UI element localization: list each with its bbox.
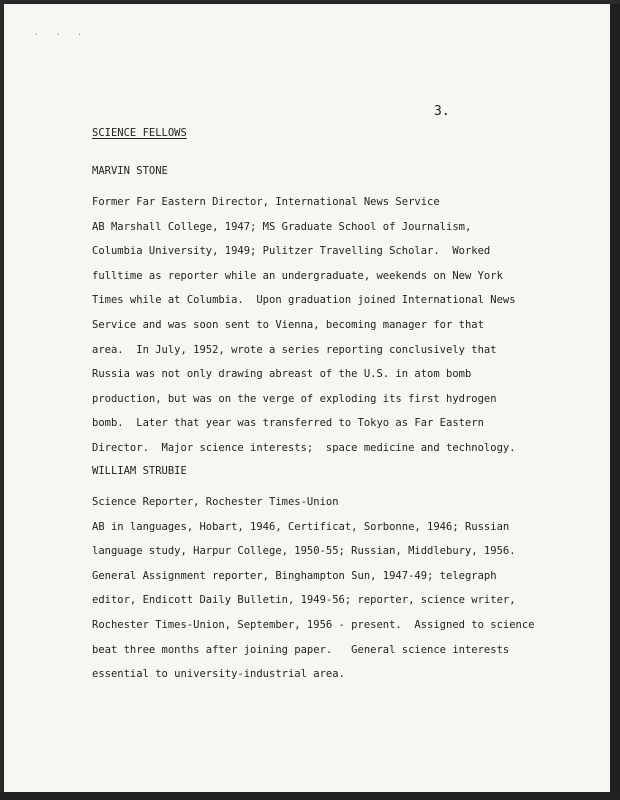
scan-border-right — [610, 4, 620, 800]
scan-border-bottom — [0, 792, 620, 800]
fellow-name: MARVIN STONE — [92, 165, 168, 177]
section-title: SCIENCE FELLOWS — [92, 127, 187, 139]
fellow-text-line: area. In July, 1952, wrote a series reporting conclusively that — [92, 343, 497, 356]
fellow-text-line: fulltime as reporter while an undergraduate, weekends on New York — [92, 269, 503, 282]
fellow-text-line: essential to university-industrial area. — [92, 668, 345, 681]
fellow-text-line: Columbia University, 1949; Pulitzer Travelling Scholar. Worked — [92, 245, 491, 258]
fellow-text-line: Director. Major science interests; space medicine and technology. — [92, 441, 516, 454]
fellow-entry-marvin-stone — [92, 164, 522, 461]
fellow-text-line: editor, Endicott Daily Bulletin, 1949-56; reporter, science writer, — [92, 594, 516, 607]
page-number: 3. — [434, 104, 450, 119]
fellow-text-line: Science Reporter, Rochester Times-Union — [92, 496, 339, 508]
fellow-text-line: Rochester Times-Union, September, 1956 - present. Assigned to science — [92, 618, 535, 631]
fellow-text-line: Times while at Columbia. Upon graduation joined International News — [92, 294, 516, 307]
fellow-text-line: General Assignment reporter, Binghampton Sun, 1947-49; telegraph — [92, 569, 497, 582]
fellow-text-line: beat three months after joining paper. General science interests — [92, 643, 510, 656]
fellow-text-line: language study, Harpur College, 1950-55; Russian, Middlebury, 1956. — [92, 545, 516, 558]
fellow-text-line: bomb. Later that year was transferred to Tokyo as Far Eastern — [92, 417, 484, 430]
fellow-text-line: AB Marshall College, 1947; MS Graduate School of Journalism, — [92, 220, 472, 233]
fellow-name: WILLIAM STRUBIE — [92, 465, 187, 477]
fellow-text-line: Former Far Eastern Director, International News Service — [92, 196, 440, 208]
fellow-entry-william-strubie — [92, 464, 535, 687]
fellow-text-line: production, but was on the verge of exploding its first hydrogen — [92, 392, 497, 405]
fellow-text-line: AB in languages, Hobart, 1946, Certificat, Sorbonne, 1946; Russian — [92, 520, 510, 533]
fellow-text-line: Service and was soon sent to Vienna, becoming manager for that — [92, 318, 484, 331]
paper-specks: · · · — [34, 30, 89, 39]
fellow-text-line: Russia was not only drawing abreast of the U.S. in atom bomb — [92, 368, 472, 381]
